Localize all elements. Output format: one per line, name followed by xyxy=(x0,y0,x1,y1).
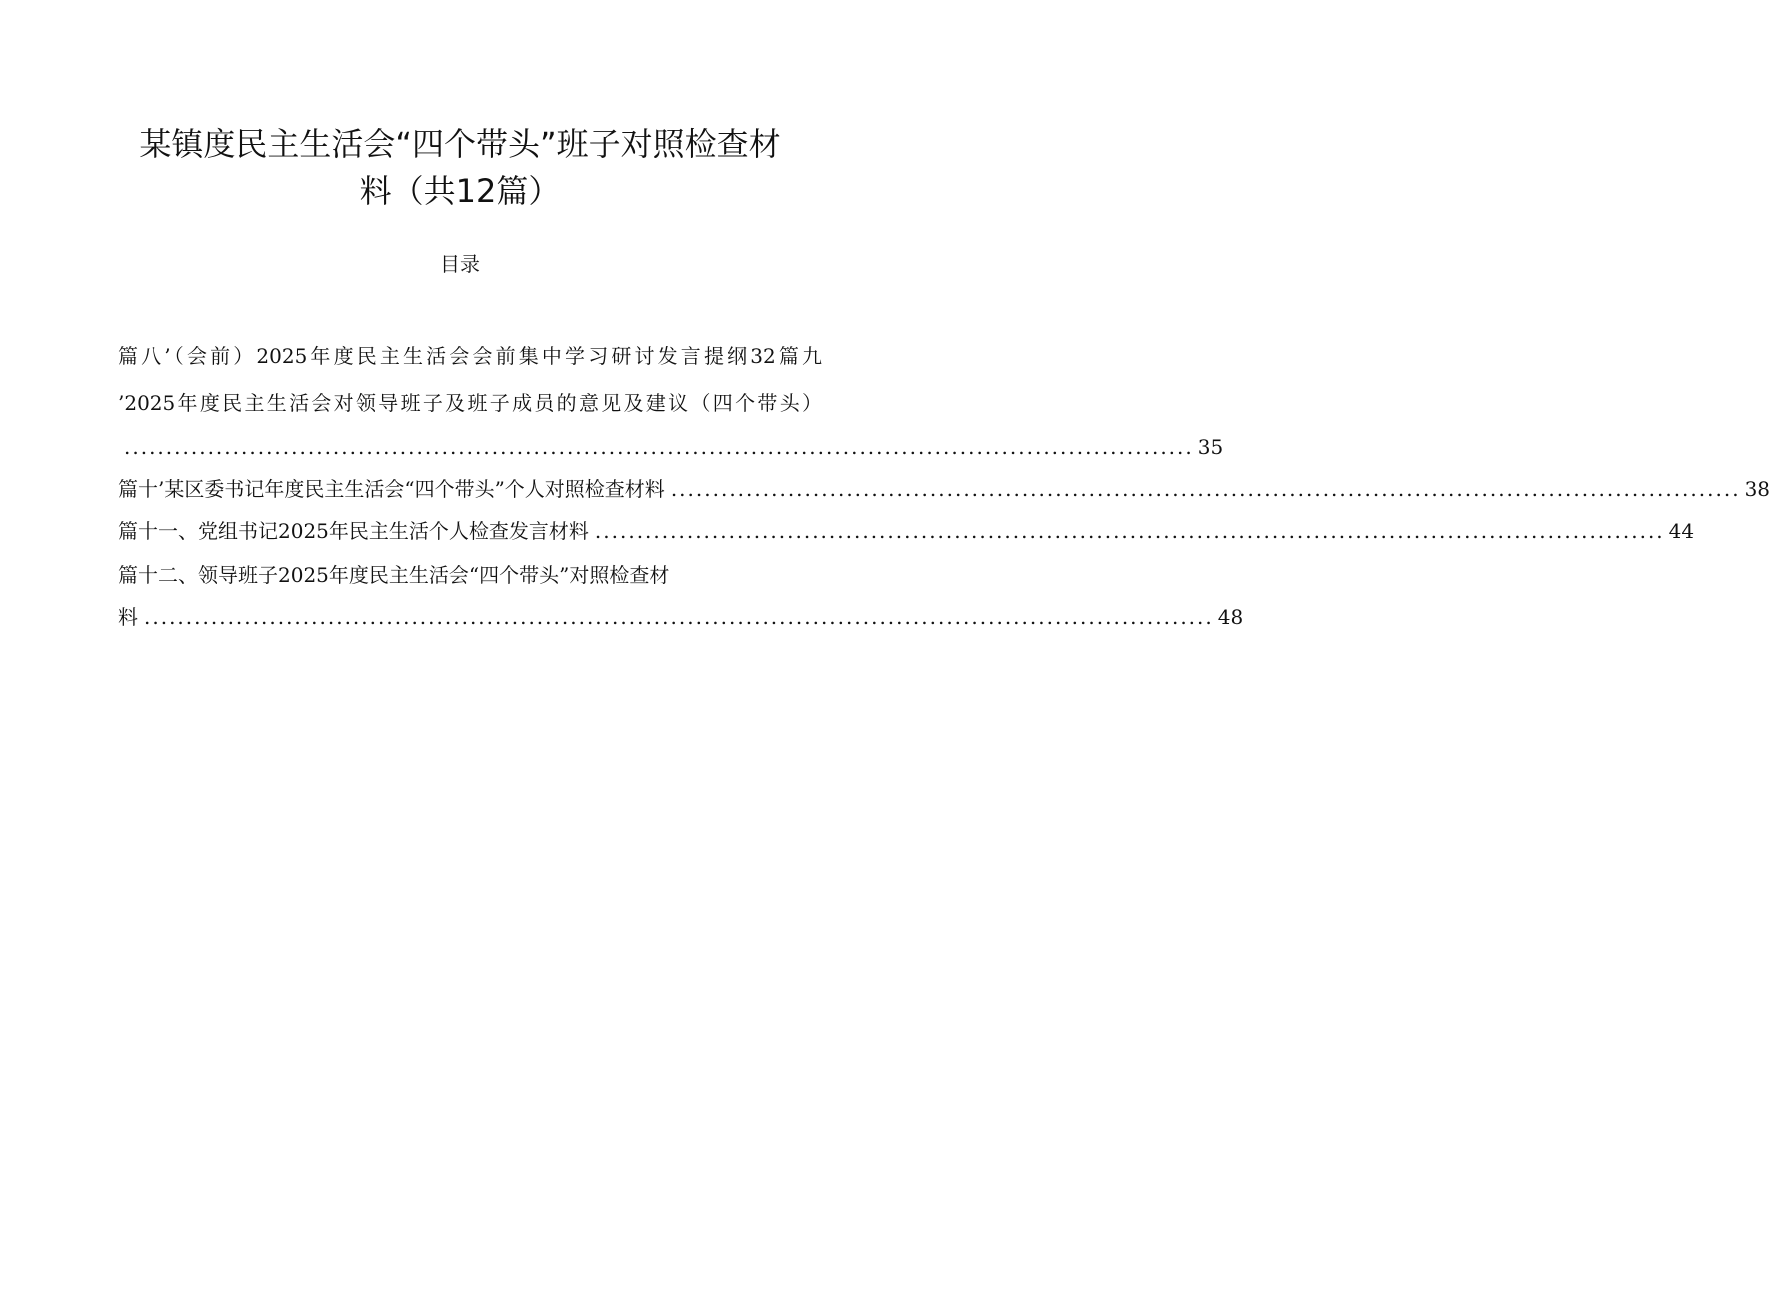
toc-entry-text: 篇十一、党组书记2025年民主生活个人检查发言材料 xyxy=(118,519,589,543)
toc-heading: 目录 xyxy=(440,252,480,276)
toc-entry-text: 料 xyxy=(118,605,138,629)
toc-line-2[interactable]: ’2025年度民主生活会对领导班子及班子成员的意见及建议（四个带头） xyxy=(118,391,822,415)
toc-entry-text: 篇十’某区委书记年度民主生活会“四个带头”个人对照检查材料 xyxy=(118,477,665,501)
dot-leader: ................................................................................................................................ xyxy=(144,605,1214,629)
toc-line-1[interactable]: 篇八’（会前）2025年度民主生活会会前集中学习研讨发言提纲32篇九 xyxy=(118,344,822,368)
dot-leader: ................................................................................................................................ xyxy=(594,519,1665,543)
dot-leader: ................................................................................................................................ xyxy=(124,435,1194,459)
title-line-1: 某镇度民主生活会“四个带头”班子对照检查材 xyxy=(139,125,781,163)
dot-leader: ................................................................................................................................ xyxy=(670,477,1741,501)
page-number: 38 xyxy=(1744,477,1770,501)
toc-entry-10[interactable] xyxy=(118,474,1770,504)
title-line-2: 料（共12篇） xyxy=(359,172,561,210)
toc-entry-12-line-2[interactable] xyxy=(118,602,1244,632)
toc-entry-12-line-1[interactable]: 篇十二、领导班子2025年度民主生活会“四个带头”对照检查材 xyxy=(118,563,670,587)
page-number: 44 xyxy=(1668,519,1695,543)
page-number: 35 xyxy=(1197,435,1224,459)
toc-entry-11[interactable] xyxy=(118,516,1695,546)
page-number: 48 xyxy=(1217,605,1244,629)
toc-line-3[interactable] xyxy=(118,432,1224,462)
